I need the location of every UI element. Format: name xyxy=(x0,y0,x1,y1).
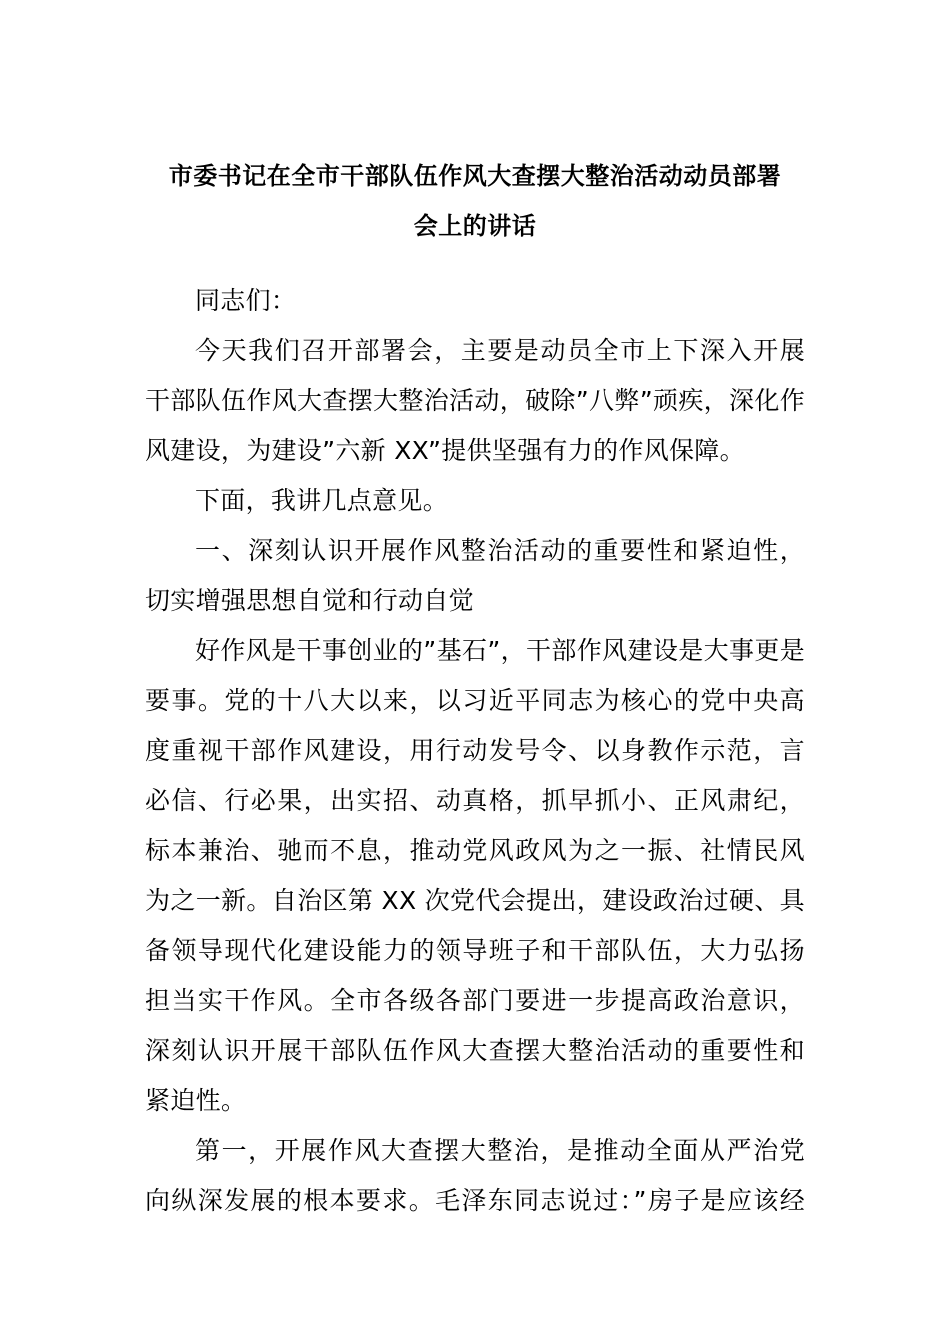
body-line: 度重视干部作风建设，用行动发号令、以身教作示范，言 xyxy=(145,736,805,765)
document-title-line-2: 会上的讲话 xyxy=(413,212,537,240)
body-line: 干部队伍作风大查摆大整治活动，破除”八弊”顽疾，深化作 xyxy=(145,386,805,415)
body-line: 深刻认识开展干部队伍作风大查摆大整治活动的重要性和 xyxy=(145,1036,805,1065)
section-heading-line: 切实增强思想自觉和行动自觉 xyxy=(145,586,474,615)
section-heading-line: 一、深刻认识开展作风整治活动的重要性和紧迫性， xyxy=(195,536,805,565)
body-line: 为之一新。自治区第 XX 次党代会提出，建设政治过硬、具 xyxy=(145,886,805,915)
body-line: 标本兼治、驰而不息，推动党风政风为之一振、社情民风 xyxy=(145,836,805,865)
salutation: 同志们： xyxy=(195,286,297,315)
body-line: 好作风是干事创业的”基石”，干部作风建设是大事更是 xyxy=(195,636,805,665)
body-line: 备领导现代化建设能力的领导班子和干部队伍，大力弘扬 xyxy=(145,936,805,965)
body-line: 必信、行必果，出实招、动真格，抓早抓小、正风肃纪， xyxy=(145,786,805,815)
document-title-line-1: 市委书记在全市干部队伍作风大查摆大整治活动动员部署 xyxy=(168,162,782,190)
body-line: 风建设，为建设”六新 XX”提供坚强有力的作风保障。 xyxy=(145,436,745,465)
body-line: 第一，开展作风大查摆大整治，是推动全面从严治党 xyxy=(195,1136,805,1165)
body-line: 下面，我讲几点意见。 xyxy=(195,486,449,515)
body-line: 担当实干作风。全市各级各部门要进一步提高政治意识， xyxy=(145,986,805,1015)
body-line: 紧迫性。 xyxy=(145,1086,247,1115)
body-line: 要事。党的十八大以来，以习近平同志为核心的党中央高 xyxy=(145,686,805,715)
body-line: 今天我们召开部署会，主要是动员全市上下深入开展 xyxy=(195,336,805,365)
body-line: 向纵深发展的根本要求。毛泽东同志说过：”房子是应该经 xyxy=(145,1186,805,1215)
